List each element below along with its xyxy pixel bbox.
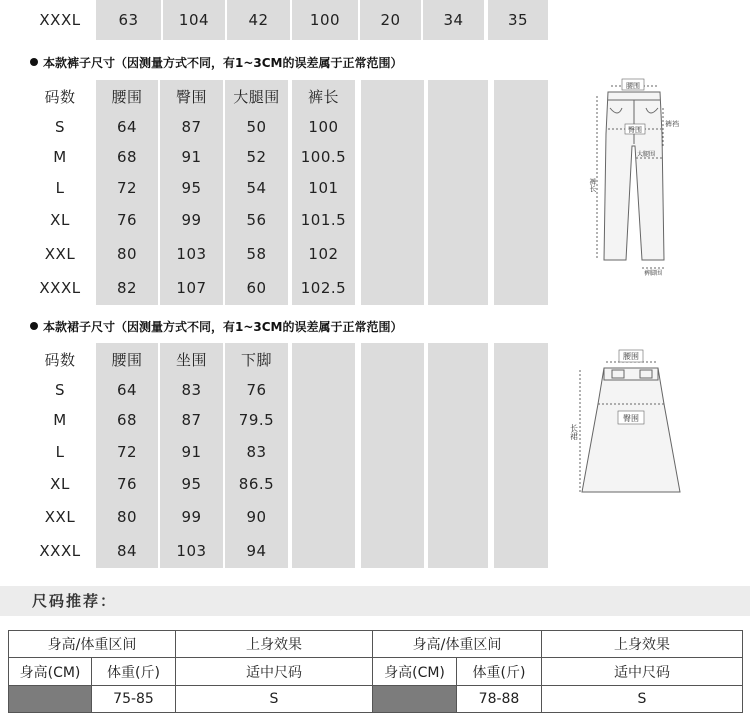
table-header: 码数 (44, 87, 76, 106)
table-header: 腰围 (111, 87, 143, 106)
bullet-icon (30, 322, 38, 330)
effect-header: 上身效果 (541, 630, 743, 658)
size-cell: M (53, 148, 67, 166)
table-header: 裤长 (307, 87, 339, 106)
value-cell: 91 (181, 148, 202, 166)
size-cell: L (55, 179, 65, 197)
value-cell: 64 (116, 381, 138, 399)
value-cell: 104 (178, 11, 210, 29)
value-cell: 54 (246, 179, 267, 197)
pants-hip-label: 臀围 (628, 126, 642, 134)
value-cell: 56 (246, 211, 267, 229)
value-cell: 101.5 (300, 211, 347, 229)
height-label: 身高(CM) (372, 657, 457, 686)
table-header: 臀围 (175, 87, 207, 106)
size-cell: M (53, 411, 67, 429)
value-cell: 64 (116, 118, 138, 136)
value-cell: 103 (176, 542, 207, 560)
skirt-heading-text: 本款裙子尺寸（因测量方式不同，有1~3CM的误差属于正常范围） (43, 319, 403, 334)
value-cell: 80 (116, 508, 138, 526)
value-cell: 80 (116, 245, 138, 263)
pants-thigh-label: 大腿围 (637, 151, 656, 158)
height-label: 身高(CM) (8, 657, 92, 686)
column-bg (428, 80, 488, 305)
value-cell: 72 (116, 179, 138, 197)
table-header: 大腿围 (233, 87, 280, 106)
value-cell: 107 (176, 279, 207, 297)
value-cell: 72 (116, 443, 138, 461)
value-cell: 84 (116, 542, 138, 560)
value-cell: 50 (246, 118, 267, 136)
skirt-length-label: 长裙 (569, 424, 579, 440)
value-cell: 35 (507, 11, 529, 29)
value-cell: 63 (118, 11, 139, 29)
recommend-title: 尺码推荐： (32, 592, 118, 610)
value-cell: 100.5 (300, 148, 347, 166)
value-cell: 90 (246, 508, 267, 526)
weight-value: 75-85 (91, 685, 176, 713)
weight-value: 78-88 (456, 685, 542, 713)
value-cell: 82 (116, 279, 138, 297)
size-value: S (175, 685, 373, 713)
group-header: 身高/体重区间 (8, 630, 176, 658)
value-cell: 95 (181, 475, 202, 493)
skirt-hip-label: 臀围 (623, 414, 639, 423)
size-cell: XXXL (39, 542, 81, 560)
value-cell: 68 (116, 411, 138, 429)
size-cell: XL (50, 475, 70, 493)
column-bg (494, 80, 548, 305)
size-cell: XXXL (39, 279, 81, 297)
bullet-icon (30, 58, 38, 66)
pants-length-label: 裤长 (589, 178, 597, 192)
value-cell: 76 (246, 381, 267, 399)
column-bg (428, 343, 488, 568)
value-cell: 83 (246, 443, 267, 461)
pants-hem-label: 裤脚围 (643, 270, 663, 277)
value-cell: 99 (181, 211, 202, 229)
value-cell: 86.5 (238, 475, 275, 493)
value-cell: 102.5 (300, 279, 347, 297)
value-cell: 76 (116, 211, 138, 229)
pants-diagram (580, 74, 700, 280)
pants-heading-text: 本款裤子尺寸（因测量方式不同，有1~3CM的误差属于正常范围） (43, 55, 403, 70)
table-header: 码数 (44, 350, 76, 369)
value-cell: 100 (309, 11, 341, 29)
size-cell: XXL (44, 245, 76, 263)
skirt-waist-label: 腰围 (623, 352, 639, 361)
value-cell: 99 (181, 508, 202, 526)
value-cell: 68 (116, 148, 138, 166)
weight-label: 体重(斤) (91, 657, 176, 686)
value-cell: 79.5 (238, 411, 275, 429)
column-bg (494, 343, 548, 568)
pants-waist-label: 腰围 (626, 82, 640, 90)
fit-label: 适中尺码 (541, 657, 743, 686)
value-cell: 20 (380, 11, 401, 29)
value-cell: 87 (181, 411, 202, 429)
skirt-heading (30, 318, 403, 334)
weight-label: 体重(斤) (456, 657, 542, 686)
size-value: S (541, 685, 743, 713)
value-cell: 91 (181, 443, 202, 461)
size-cell: L (55, 443, 65, 461)
value-cell: 102 (308, 245, 339, 263)
group-header: 身高/体重区间 (372, 630, 542, 658)
fit-label: 适中尺码 (175, 657, 373, 686)
size-cell: XXL (44, 508, 76, 526)
column-bg (361, 343, 424, 568)
table-header: 下脚 (240, 350, 272, 369)
value-cell: 34 (443, 11, 464, 29)
value-cell: 42 (248, 11, 269, 29)
value-cell: 95 (181, 179, 202, 197)
value-cell: 58 (246, 245, 267, 263)
skirt-diagram (560, 344, 690, 506)
column-bg (292, 343, 355, 568)
column-bg (361, 80, 424, 305)
value-cell: 94 (246, 542, 267, 560)
pants-crotch-label: 裤裆 (665, 120, 679, 128)
value-cell: 76 (116, 475, 138, 493)
value-cell: 60 (246, 279, 267, 297)
value-cell: 103 (176, 245, 207, 263)
value-cell: 52 (246, 148, 267, 166)
value-cell: 100 (308, 118, 339, 136)
table-header: 腰围 (111, 350, 143, 369)
value-cell: 87 (181, 118, 202, 136)
size-cell: S (54, 381, 66, 399)
size-cell: XL (50, 211, 70, 229)
pants-heading (30, 54, 403, 70)
size-cell: XXXL (39, 11, 81, 29)
value-cell: 101 (308, 179, 339, 197)
size-cell: S (54, 118, 66, 136)
effect-header: 上身效果 (175, 630, 373, 658)
table-header: 坐围 (175, 350, 207, 369)
value-cell: 83 (181, 381, 202, 399)
